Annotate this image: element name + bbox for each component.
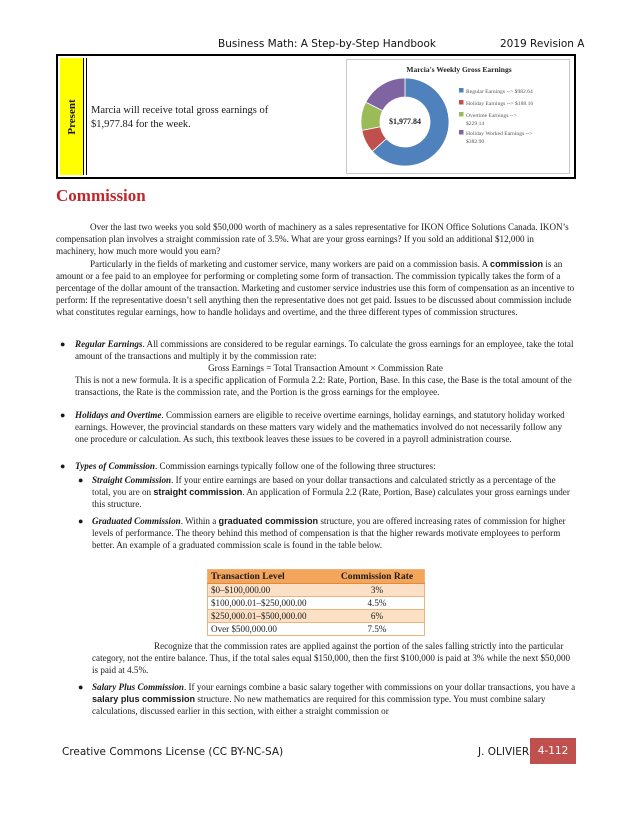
types-title: Types of Commission bbox=[75, 461, 155, 471]
legend-swatch bbox=[459, 112, 464, 117]
bullet-regular bbox=[75, 338, 576, 398]
graduated-term: graduated commission bbox=[218, 516, 319, 526]
earnings-chart bbox=[346, 59, 570, 174]
straight-a: . If your entire earnings are based on your dollar transactions and calculated strictly as a percentage of the total, you are on bbox=[92, 475, 556, 498]
bullet-dot: ● bbox=[60, 339, 66, 349]
commission-table bbox=[207, 569, 425, 636]
present-tab bbox=[60, 58, 84, 175]
straight-b: . An application of Formula 2.2 (Rate, Portion, Base) calculates your gross earnings under this structure. bbox=[92, 487, 570, 510]
page-header bbox=[0, 38, 630, 52]
table-cell: 6% bbox=[330, 610, 425, 623]
regular-text: . All commissions are considered to be regular earnings. To calculate the gross earnings for an employee, take the total amount of the transactions and multiply it by the commission rate: bbox=[75, 339, 574, 362]
legend-label: $382.90 bbox=[466, 139, 485, 145]
intro-paragraph: Over the last two weeks you sold $50,000 worth of machinery as a sales representative for IKON Office Solutions Canada. IKON’s compensation plan involves a straight commission rate of 3.5%. What are your gross earnings? If you sold an additional $12,000 in machinery, how much more would you earn? bbox=[56, 222, 569, 257]
table-row bbox=[208, 623, 425, 636]
legend-label: Holiday Worked Earnings --> bbox=[466, 131, 533, 137]
straight-title: Straight Commission bbox=[92, 475, 172, 485]
page-footer bbox=[0, 744, 630, 764]
chart-title: Marcia's Weekly Gross Earnings bbox=[406, 65, 512, 74]
graduated-b: structure, you are offered increasing rates of commission for higher levels of performance. The theory behind this method of compensation is that the higher rewards motivate employees to perform better. An example of a graduated commission scale is found in the table below. bbox=[92, 516, 566, 551]
graduated-after: Recognize that the commission rates are applied against the portion of the sales falling strictly into the particular category, not the entire balance. Thus, if the total sales equal $150,000, then the first $100,000 is paid at 3% while the next $50,000 is paid at 4.5%. bbox=[92, 641, 571, 676]
legend-label: Holiday Earnings --> $188.16 bbox=[466, 101, 534, 107]
types-text: . Commission earnings typically follow one of the following three structures: bbox=[155, 461, 436, 471]
page-number: 4-112 bbox=[530, 738, 576, 764]
bullet-types bbox=[75, 460, 576, 472]
license-text: Creative Commons License (CC BY-NC-SA) bbox=[62, 746, 284, 758]
revision-label: 2019 Revision A bbox=[500, 38, 585, 50]
legend-label: $229.14 bbox=[466, 121, 485, 127]
gross-earnings-formula: Gross Earnings = Total Transaction Amount × Commission Rate bbox=[208, 363, 443, 374]
table-cell: $250,000.01–$500,000.00 bbox=[208, 610, 330, 623]
bullet-dot: ● bbox=[78, 475, 84, 485]
present-text: Marcia will receive total gross earnings of $1,977.84 for the week. bbox=[91, 105, 269, 130]
table-cell: 3% bbox=[330, 584, 425, 597]
table-row bbox=[208, 584, 425, 597]
bullet-dot: ● bbox=[78, 516, 84, 526]
salary-term: salary plus commission bbox=[92, 694, 196, 705]
holidays-text: . Commission earners are eligible to receive overtime earnings, holiday earnings, and statutory holiday worked earnings. However, the provincial standards on these matters vary widely and the mathematics involved do not necessarily follow any one procedure or calculation. As such, this textbook leaves these issues to be covered in a payroll administration course. bbox=[75, 410, 565, 445]
table-row bbox=[208, 597, 425, 610]
legend-label: Overtime Earnings --> bbox=[466, 113, 517, 119]
bullet-holidays bbox=[75, 409, 576, 445]
chart-center-label: $1,977.84 bbox=[389, 117, 421, 126]
bullet-salary bbox=[92, 681, 576, 717]
salary-b: structure. No new mathematics are required for this commission type. You must combine salary calculations, discussed earlier in this section, with either a straight commission or bbox=[92, 694, 546, 717]
book-title: Business Math: A Step-by-Step Handbook bbox=[218, 38, 436, 50]
section-heading: Commission bbox=[56, 186, 146, 205]
author-name: J. OLIVIER bbox=[478, 746, 530, 758]
commission-term: commission bbox=[490, 259, 544, 269]
table-cell: $0–$100,000.00 bbox=[208, 584, 330, 597]
table-cell: Over $500,000.00 bbox=[208, 623, 330, 636]
salary-title: Salary Plus Commission bbox=[92, 682, 184, 692]
legend-label: Regular Earnings --> $982.64 bbox=[466, 89, 533, 95]
regular-after: This is not a new formula. It is a specific application of Formula 2.2: Rate, Portion, Base. In this case, the Base is the total amount of the transactions, the Rate is the commission rate, and the Portion is the gross earnings for the employee. bbox=[75, 375, 572, 398]
table-cell: $100,000.01–$250,000.00 bbox=[208, 597, 330, 610]
legend-swatch bbox=[459, 88, 464, 93]
present-box bbox=[56, 54, 576, 179]
bullet-graduated bbox=[92, 515, 576, 551]
legend-swatch bbox=[459, 100, 464, 105]
bullet-straight bbox=[92, 474, 576, 510]
salary-a: . If your earnings combine a basic salary together with commissions on your dollar transactions, you have a bbox=[183, 682, 576, 692]
regular-title: Regular Earnings bbox=[75, 339, 143, 349]
commission-paragraph-b: is an amount or a fee paid to an employee for performing or completing some form of transaction. The commission typically takes the form of a percentage of the dollar amount of the transaction. Marketing and customer service industries use this form of compensation as an incentive to perform: If the representative doesn’t sell anything then the representative does not get paid. Issues to be discussed about commission include what constitutes regular earnings, how to handle holidays and overtime, and the three different types of commission structures. bbox=[56, 259, 575, 318]
holidays-title: Holidays and Overtime bbox=[75, 410, 162, 420]
bullet-dot: ● bbox=[60, 410, 66, 420]
table-header-row bbox=[208, 570, 425, 584]
graduated-title: Graduated Commission bbox=[92, 516, 181, 526]
present-tab-label: Present bbox=[65, 98, 78, 135]
commission-paragraph bbox=[56, 258, 576, 318]
table-row bbox=[208, 610, 425, 623]
earnings-donut-svg bbox=[347, 60, 571, 175]
present-divider bbox=[86, 58, 87, 175]
graduated-a: . Within a bbox=[180, 516, 219, 526]
commission-paragraph-a: Particularly in the fields of marketing and customer service, many workers are paid on a commission basis. A bbox=[90, 259, 491, 269]
table-cell: 7.5% bbox=[330, 623, 425, 636]
table-cell: 4.5% bbox=[330, 597, 425, 610]
table-header: Commission Rate bbox=[330, 570, 425, 584]
bullet-dot: ● bbox=[60, 461, 66, 471]
table-header: Transaction Level bbox=[208, 570, 330, 584]
legend-swatch bbox=[459, 130, 464, 135]
bullet-dot: ● bbox=[78, 682, 84, 692]
straight-term: straight commission bbox=[153, 487, 243, 498]
